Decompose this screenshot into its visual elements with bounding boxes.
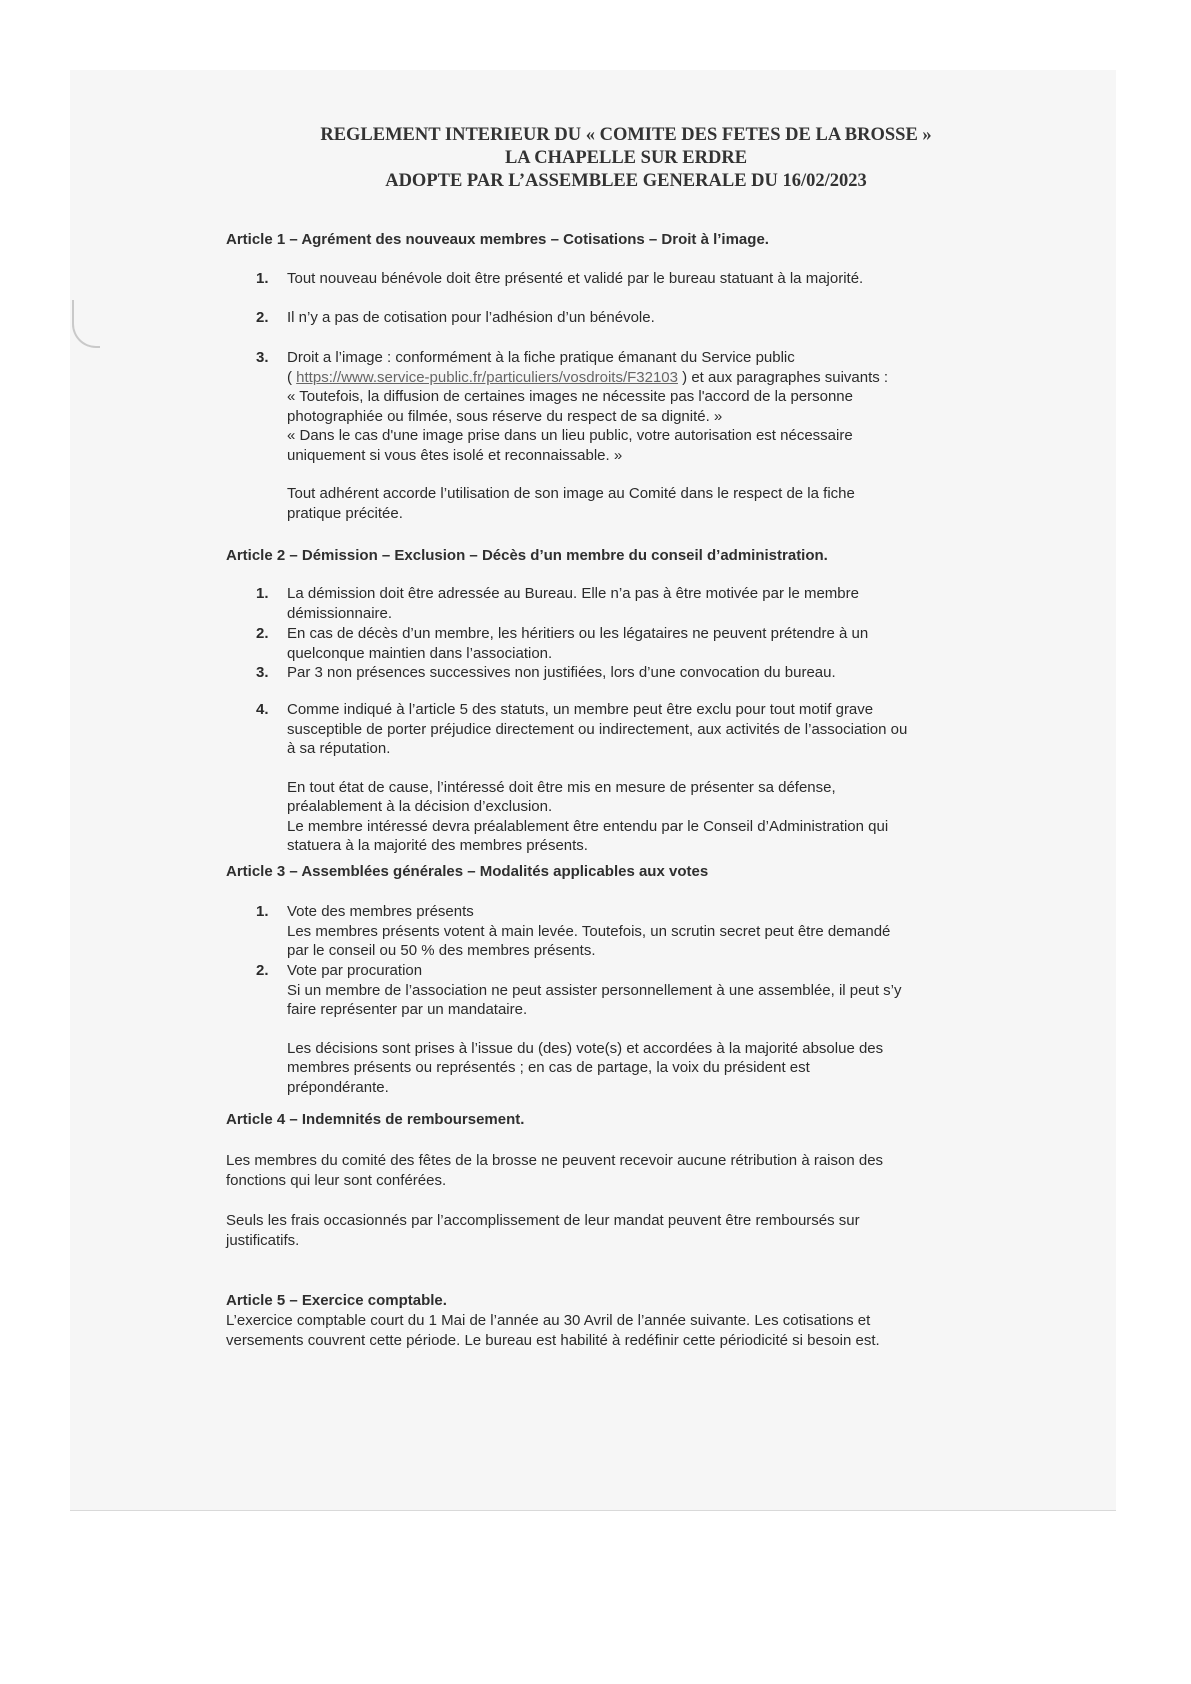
article-4-heading: Article 4 – Indemnités de remboursement. xyxy=(226,1111,525,1128)
article-5-paragraph-1: L’exercice comptable court du 1 Mai de l’année au 30 Avril de l’année suivante. Les cotisations et versements couvrent cette période. Le bureau est habilité à redéfinir cette périodicité si besoin est. xyxy=(226,1312,880,1349)
title-line-1: REGLEMENT INTERIEUR DU « COMITE DES FETES DE LA BROSSE » xyxy=(320,125,932,145)
article-5-heading: Article 5 – Exercice comptable. xyxy=(226,1292,447,1309)
article-4-paragraph-2: Seuls les frais occasionnés par l’accomplissement de leur mandat peuvent être remboursés sur justificatifs. xyxy=(226,1212,860,1249)
title-line-3: ADOPTE PAR L’ASSEMBLEE GENERALE DU 16/02/2023 xyxy=(385,171,867,191)
article-4-paragraph-1: Les membres du comité des fêtes de la brosse ne peuvent recevoir aucune rétribution à raison des fonctions qui leur sont conférées. xyxy=(226,1152,884,1189)
article-1-heading: Article 1 – Agrément des nouveaux membres – Cotisations – Droit à l’image. xyxy=(226,231,769,248)
document-title xyxy=(226,124,1026,193)
article-3-heading: Article 3 – Assemblées générales – Modalités applicables aux votes xyxy=(226,863,709,880)
service-public-link[interactable]: https://www.service-public.fr/particuliers/vosdroits/F32103 xyxy=(296,368,678,386)
title-line-2: LA CHAPELLE SUR ERDRE xyxy=(504,148,748,168)
article-2-heading: Article 2 – Démission – Exclusion – Décès d’un membre du conseil d’administration. xyxy=(226,547,828,564)
